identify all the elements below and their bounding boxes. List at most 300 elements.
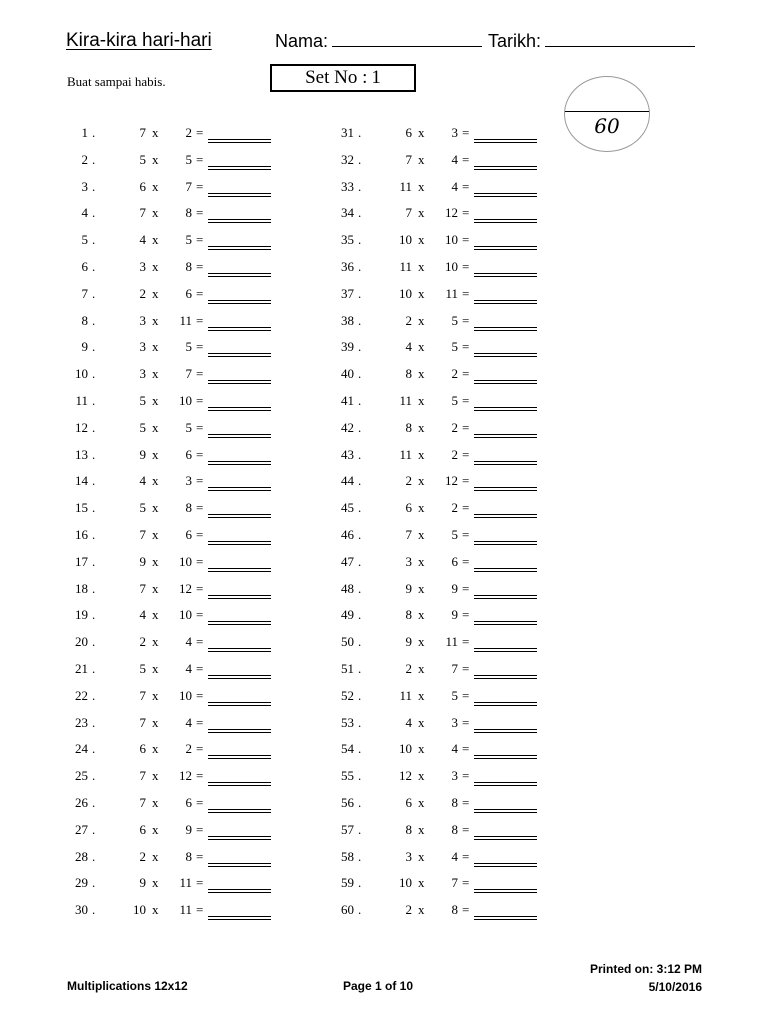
equals-sign: =	[462, 821, 470, 837]
times-sign: x	[418, 285, 425, 301]
times-sign: x	[152, 580, 159, 596]
second-factor: 3	[451, 768, 458, 784]
times-sign: x	[418, 848, 425, 864]
first-factor: 8	[405, 366, 412, 382]
second-factor: 6	[185, 285, 192, 301]
answer-blank[interactable]	[208, 353, 271, 357]
second-factor: 3	[451, 125, 458, 140]
question-dot: .	[358, 125, 362, 140]
first-factor: 8	[405, 419, 412, 435]
first-factor: 6	[405, 125, 412, 140]
first-factor: 2	[139, 848, 146, 864]
equals-sign: =	[196, 312, 204, 328]
answer-blank[interactable]	[208, 193, 271, 197]
times-sign: x	[418, 312, 425, 328]
question-number: 56	[341, 794, 354, 810]
question-number: 45	[341, 500, 354, 516]
equals-sign: =	[196, 687, 204, 703]
equals-sign: =	[462, 232, 470, 248]
times-sign: x	[418, 902, 425, 918]
first-factor: 10	[399, 232, 412, 248]
footer-worksheet-name: Multiplications 12x12	[67, 979, 188, 993]
second-factor: 5	[451, 687, 458, 703]
question-number: 51	[341, 660, 354, 676]
second-factor: 7	[451, 875, 458, 891]
equals-sign: =	[462, 526, 470, 542]
answer-blank[interactable]	[208, 916, 271, 920]
question-dot: .	[358, 205, 362, 221]
first-factor: 7	[139, 768, 146, 784]
equals-sign: =	[196, 821, 204, 837]
answer-blank[interactable]	[208, 595, 271, 599]
times-sign: x	[152, 526, 159, 542]
times-sign: x	[418, 232, 425, 248]
question-number: 38	[341, 312, 354, 328]
answer-blank[interactable]	[474, 675, 537, 679]
question-number: 19	[75, 607, 88, 623]
answer-blank[interactable]	[208, 782, 271, 786]
score-circle	[564, 76, 650, 152]
question-number: 9	[81, 339, 88, 355]
first-factor: 9	[405, 634, 412, 650]
answer-blank[interactable]	[208, 380, 271, 384]
equals-sign: =	[462, 607, 470, 623]
question-number: 52	[341, 687, 354, 703]
question-dot: .	[92, 392, 96, 408]
question-number: 7	[81, 285, 88, 301]
question-number: 23	[75, 714, 88, 730]
answer-blank[interactable]	[474, 729, 537, 733]
answer-blank[interactable]	[208, 246, 271, 250]
question-dot: .	[92, 151, 96, 167]
question-dot: .	[358, 714, 362, 730]
question-number: 25	[75, 768, 88, 784]
times-sign: x	[152, 125, 159, 140]
answer-blank[interactable]	[474, 514, 537, 518]
answer-blank[interactable]	[474, 166, 537, 170]
first-factor: 7	[139, 687, 146, 703]
first-factor: 2	[405, 660, 412, 676]
question-dot: .	[92, 794, 96, 810]
second-factor: 10	[445, 232, 458, 248]
question-dot: .	[92, 473, 96, 489]
first-factor: 9	[139, 553, 146, 569]
times-sign: x	[152, 875, 159, 891]
second-factor: 5	[451, 312, 458, 328]
question-number: 41	[341, 392, 354, 408]
answer-blank[interactable]	[474, 863, 537, 867]
times-sign: x	[418, 660, 425, 676]
times-sign: x	[152, 714, 159, 730]
first-factor: 4	[139, 473, 146, 489]
question-dot: .	[358, 768, 362, 784]
answer-blank[interactable]	[208, 434, 271, 438]
question-number: 53	[341, 714, 354, 730]
answer-blank[interactable]	[474, 702, 537, 706]
second-factor: 8	[185, 258, 192, 274]
question-dot: .	[92, 366, 96, 382]
second-factor: 8	[185, 205, 192, 221]
answer-blank[interactable]	[208, 648, 271, 652]
question-dot: .	[92, 902, 96, 918]
equals-sign: =	[462, 687, 470, 703]
second-factor: 5	[185, 419, 192, 435]
answer-blank[interactable]	[474, 246, 537, 250]
question-dot: .	[92, 741, 96, 757]
second-factor: 7	[451, 660, 458, 676]
equals-sign: =	[462, 634, 470, 650]
answer-blank[interactable]	[474, 407, 537, 411]
times-sign: x	[152, 366, 159, 382]
question-number: 47	[341, 553, 354, 569]
answer-blank[interactable]	[474, 595, 537, 599]
answer-blank[interactable]	[474, 300, 537, 304]
second-factor: 10	[179, 553, 192, 569]
times-sign: x	[418, 419, 425, 435]
question-dot: .	[92, 714, 96, 730]
equals-sign: =	[462, 366, 470, 382]
answer-blank[interactable]	[474, 621, 537, 625]
answer-blank[interactable]	[474, 327, 537, 331]
question-number: 59	[341, 875, 354, 891]
equals-sign: =	[196, 366, 204, 382]
question-number: 58	[341, 848, 354, 864]
first-factor: 11	[399, 392, 412, 408]
question-dot: .	[358, 875, 362, 891]
equals-sign: =	[196, 714, 204, 730]
answer-blank[interactable]	[208, 889, 271, 893]
question-number: 36	[341, 258, 354, 274]
question-number: 54	[341, 741, 354, 757]
question-number: 8	[81, 312, 88, 328]
first-factor: 8	[405, 607, 412, 623]
question-number: 1	[81, 125, 88, 140]
answer-blank[interactable]	[208, 702, 271, 706]
question-dot: .	[92, 446, 96, 462]
second-factor: 12	[179, 580, 192, 596]
question-dot: .	[358, 634, 362, 650]
question-dot: .	[92, 232, 96, 248]
first-factor: 4	[405, 714, 412, 730]
question-number: 43	[341, 446, 354, 462]
second-factor: 2	[451, 366, 458, 382]
second-factor: 4	[451, 178, 458, 194]
times-sign: x	[418, 607, 425, 623]
question-dot: .	[358, 258, 362, 274]
answer-blank[interactable]	[474, 219, 537, 223]
answer-blank[interactable]	[474, 380, 537, 384]
question-dot: .	[358, 741, 362, 757]
times-sign: x	[418, 526, 425, 542]
times-sign: x	[152, 419, 159, 435]
answer-blank[interactable]	[474, 139, 537, 143]
equals-sign: =	[462, 848, 470, 864]
question-dot: .	[358, 232, 362, 248]
second-factor: 10	[179, 687, 192, 703]
second-factor: 3	[185, 473, 192, 489]
equals-sign: =	[462, 500, 470, 516]
question-number: 21	[75, 660, 88, 676]
first-factor: 9	[405, 580, 412, 596]
answer-blank[interactable]	[474, 809, 537, 813]
equals-sign: =	[196, 902, 204, 918]
question-dot: .	[92, 285, 96, 301]
first-factor: 7	[405, 205, 412, 221]
answer-blank[interactable]	[474, 568, 537, 572]
answer-blank[interactable]	[208, 514, 271, 518]
first-factor: 10	[399, 875, 412, 891]
second-factor: 2	[451, 500, 458, 516]
question-number: 15	[75, 500, 88, 516]
answer-blank[interactable]	[474, 434, 537, 438]
question-dot: .	[92, 419, 96, 435]
times-sign: x	[152, 607, 159, 623]
equals-sign: =	[196, 473, 204, 489]
times-sign: x	[152, 768, 159, 784]
second-factor: 10	[445, 258, 458, 274]
equals-sign: =	[196, 500, 204, 516]
times-sign: x	[152, 553, 159, 569]
question-number: 10	[75, 366, 88, 382]
equals-sign: =	[462, 794, 470, 810]
second-factor: 10	[179, 607, 192, 623]
second-factor: 10	[179, 392, 192, 408]
times-sign: x	[418, 875, 425, 891]
first-factor: 10	[399, 741, 412, 757]
first-factor: 6	[139, 821, 146, 837]
second-factor: 6	[451, 553, 458, 569]
question-dot: .	[358, 312, 362, 328]
question-number: 2	[81, 151, 88, 167]
equals-sign: =	[462, 312, 470, 328]
answer-blank[interactable]	[208, 487, 271, 491]
first-factor: 5	[139, 419, 146, 435]
date-label: Tarikh:	[488, 31, 542, 51]
answer-blank[interactable]	[208, 139, 271, 143]
equals-sign: =	[196, 339, 204, 355]
first-factor: 4	[139, 607, 146, 623]
second-factor: 5	[451, 392, 458, 408]
second-factor: 4	[185, 714, 192, 730]
equals-sign: =	[462, 741, 470, 757]
times-sign: x	[152, 232, 159, 248]
question-dot: .	[358, 151, 362, 167]
equals-sign: =	[462, 285, 470, 301]
question-dot: .	[92, 848, 96, 864]
answer-blank[interactable]	[208, 273, 271, 277]
times-sign: x	[418, 634, 425, 650]
equals-sign: =	[462, 258, 470, 274]
times-sign: x	[152, 392, 159, 408]
equals-sign: =	[196, 634, 204, 650]
question-number: 12	[75, 419, 88, 435]
equals-sign: =	[196, 205, 204, 221]
answer-blank[interactable]	[474, 487, 537, 491]
answer-blank[interactable]	[208, 300, 271, 304]
first-factor: 9	[139, 875, 146, 891]
first-factor: 5	[139, 660, 146, 676]
equals-sign: =	[462, 875, 470, 891]
question-dot: .	[358, 821, 362, 837]
times-sign: x	[152, 151, 159, 167]
first-factor: 3	[139, 258, 146, 274]
first-factor: 5	[139, 500, 146, 516]
answer-blank[interactable]	[474, 648, 537, 652]
question-dot: .	[358, 392, 362, 408]
first-factor: 6	[139, 178, 146, 194]
question-number: 27	[75, 821, 88, 837]
first-factor: 2	[139, 285, 146, 301]
first-factor: 7	[405, 151, 412, 167]
times-sign: x	[418, 768, 425, 784]
second-factor: 9	[451, 607, 458, 623]
question-dot: .	[358, 607, 362, 623]
question-number: 14	[75, 473, 88, 489]
first-factor: 8	[405, 821, 412, 837]
equals-sign: =	[196, 875, 204, 891]
question-dot: .	[92, 312, 96, 328]
times-sign: x	[418, 741, 425, 757]
times-sign: x	[418, 473, 425, 489]
question-number: 55	[341, 768, 354, 784]
answer-blank[interactable]	[208, 541, 271, 545]
score-total: 60	[594, 114, 620, 138]
question-number: 44	[341, 473, 354, 489]
answer-blank[interactable]	[208, 809, 271, 813]
question-dot: .	[358, 285, 362, 301]
second-factor: 5	[451, 339, 458, 355]
second-factor: 5	[451, 526, 458, 542]
second-factor: 11	[179, 875, 192, 891]
footer-printed-time: Printed on: 3:12 PM	[589, 962, 702, 976]
question-number: 3	[81, 178, 88, 194]
first-factor: 6	[405, 500, 412, 516]
first-factor: 7	[139, 794, 146, 810]
answer-blank[interactable]	[474, 193, 537, 197]
answer-blank[interactable]	[474, 836, 537, 840]
question-number: 22	[75, 687, 88, 703]
answer-blank[interactable]	[208, 219, 271, 223]
equals-sign: =	[196, 741, 204, 757]
first-factor: 3	[139, 312, 146, 328]
answer-blank[interactable]	[208, 461, 271, 465]
answer-blank[interactable]	[208, 166, 271, 170]
second-factor: 4	[451, 151, 458, 167]
first-factor: 11	[399, 687, 412, 703]
name-blank-line[interactable]	[332, 30, 482, 47]
answer-blank[interactable]	[474, 541, 537, 545]
equals-sign: =	[196, 392, 204, 408]
first-factor: 11	[399, 258, 412, 274]
second-factor: 4	[185, 634, 192, 650]
second-factor: 6	[185, 446, 192, 462]
answer-blank[interactable]	[474, 353, 537, 357]
answer-blank[interactable]	[208, 755, 271, 759]
answer-blank[interactable]	[474, 755, 537, 759]
question-dot: .	[92, 660, 96, 676]
question-number: 16	[75, 526, 88, 542]
equals-sign: =	[196, 151, 204, 167]
question-dot: .	[92, 526, 96, 542]
question-dot: .	[92, 178, 96, 194]
date-blank-line[interactable]	[545, 30, 695, 47]
answer-blank[interactable]	[208, 621, 271, 625]
question-number: 20	[75, 634, 88, 650]
equals-sign: =	[462, 125, 470, 140]
answer-blank[interactable]	[474, 782, 537, 786]
times-sign: x	[152, 741, 159, 757]
equals-sign: =	[462, 714, 470, 730]
equals-sign: =	[196, 768, 204, 784]
second-factor: 2	[185, 125, 192, 140]
second-factor: 8	[451, 794, 458, 810]
times-sign: x	[418, 339, 425, 355]
times-sign: x	[152, 312, 159, 328]
question-number: 31	[341, 125, 354, 140]
second-factor: 3	[451, 714, 458, 730]
question-number: 17	[75, 553, 88, 569]
answer-blank[interactable]	[208, 568, 271, 572]
second-factor: 5	[185, 339, 192, 355]
question-dot: .	[358, 902, 362, 918]
first-factor: 9	[139, 446, 146, 462]
times-sign: x	[152, 446, 159, 462]
question-dot: .	[358, 553, 362, 569]
second-factor: 11	[445, 634, 458, 650]
first-factor: 4	[405, 339, 412, 355]
answer-blank[interactable]	[208, 327, 271, 331]
question-number: 11	[75, 392, 88, 408]
equals-sign: =	[462, 339, 470, 355]
first-factor: 5	[139, 392, 146, 408]
second-factor: 8	[185, 848, 192, 864]
first-factor: 11	[399, 178, 412, 194]
equals-sign: =	[462, 660, 470, 676]
question-dot: .	[358, 794, 362, 810]
equals-sign: =	[462, 151, 470, 167]
times-sign: x	[152, 500, 159, 516]
answer-blank[interactable]	[474, 916, 537, 920]
equals-sign: =	[196, 794, 204, 810]
question-dot: .	[92, 580, 96, 596]
answer-blank[interactable]	[208, 407, 271, 411]
answer-blank[interactable]	[208, 836, 271, 840]
question-number: 50	[341, 634, 354, 650]
answer-blank[interactable]	[474, 461, 537, 465]
second-factor: 9	[451, 580, 458, 596]
answer-blank[interactable]	[208, 863, 271, 867]
question-number: 29	[75, 875, 88, 891]
answer-blank[interactable]	[474, 889, 537, 893]
question-dot: .	[358, 473, 362, 489]
answer-blank[interactable]	[208, 675, 271, 679]
set-label: Set No :	[305, 67, 368, 88]
question-dot: .	[92, 821, 96, 837]
question-dot: .	[358, 178, 362, 194]
second-factor: 6	[185, 526, 192, 542]
equals-sign: =	[196, 258, 204, 274]
answer-blank[interactable]	[474, 273, 537, 277]
name-label: Nama:	[275, 31, 329, 51]
question-number: 37	[341, 285, 354, 301]
first-factor: 2	[139, 634, 146, 650]
name-field	[275, 30, 482, 52]
equals-sign: =	[462, 446, 470, 462]
first-factor: 2	[405, 902, 412, 918]
times-sign: x	[152, 178, 159, 194]
answer-blank[interactable]	[208, 729, 271, 733]
question-dot: .	[358, 339, 362, 355]
